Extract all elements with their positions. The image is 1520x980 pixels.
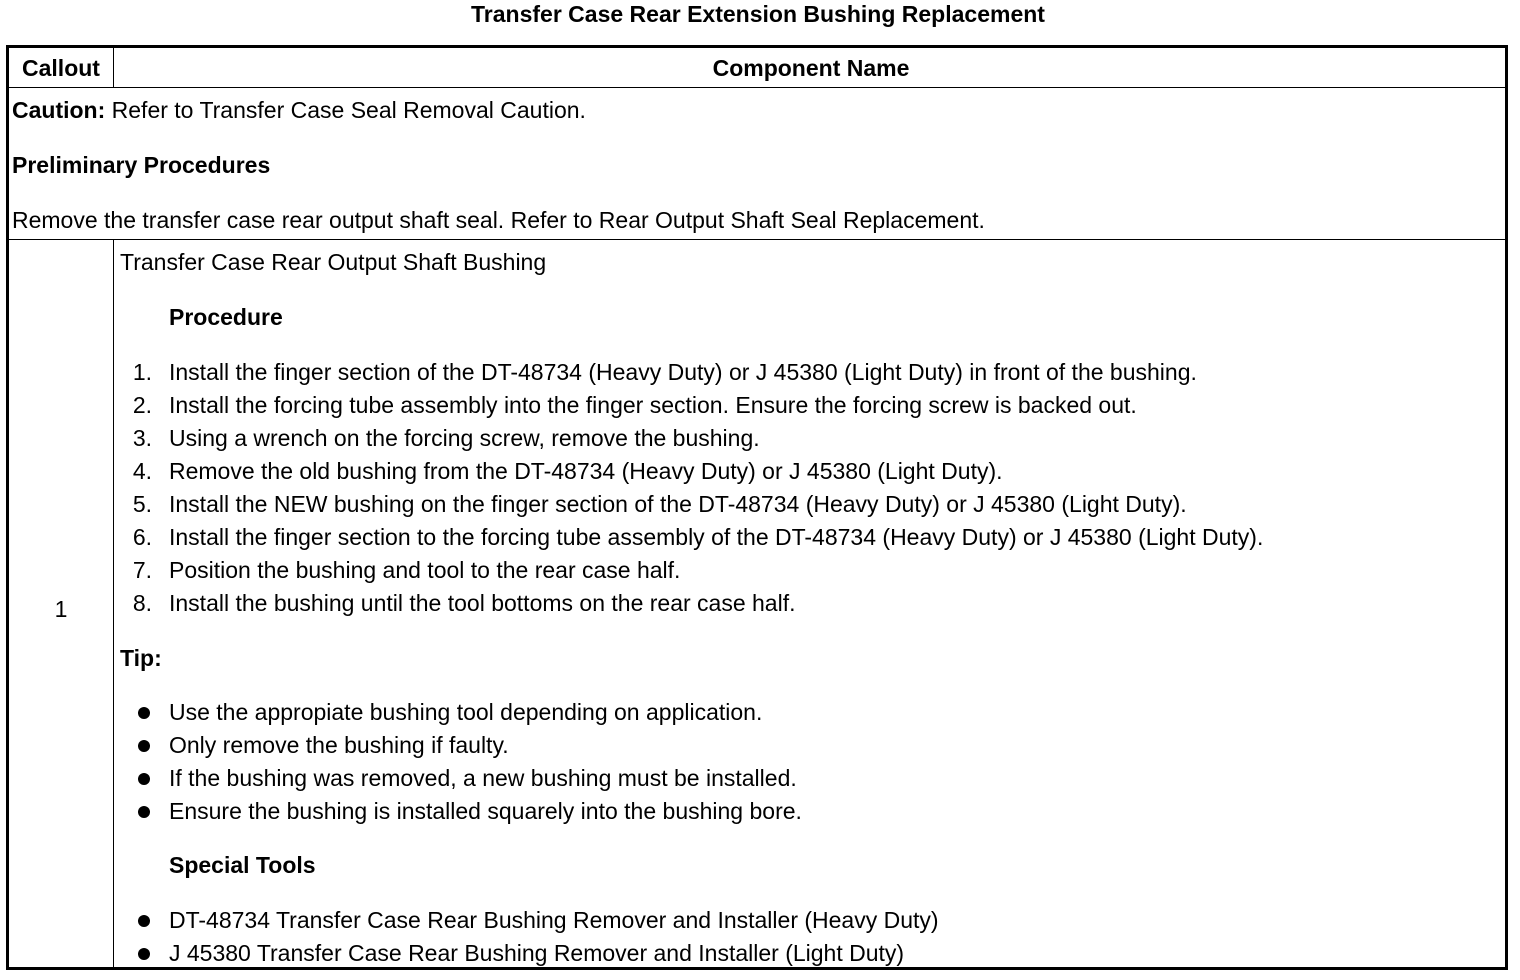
preliminary-heading: Preliminary Procedures — [12, 152, 271, 178]
step-number: 7. — [132, 557, 152, 583]
special-tool-item: J 45380 Transfer Case Rear Bushing Remover and Installer (Light Duty) — [169, 940, 905, 966]
step-text: Using a wrench on the forcing screw, remove the bushing. — [169, 425, 760, 451]
step-text: Install the forcing tube assembly into the finger section. Ensure the forcing screw is backed out. — [169, 392, 1137, 418]
row-column-divider — [113, 240, 114, 967]
page-title: Transfer Case Rear Extension Bushing Replacement — [471, 1, 1045, 27]
step-number: 1. — [132, 359, 152, 385]
bullet-icon — [138, 915, 150, 927]
tip-item: Ensure the bushing is installed squarely into the bushing bore. — [169, 798, 802, 824]
bullet-icon — [138, 740, 150, 752]
caution-label: Caution: — [12, 97, 106, 123]
tip-label: Tip: — [120, 645, 162, 671]
component-name-header: Component Name — [712, 55, 910, 81]
step-text: Install the NEW bushing on the finger section of the DT-48734 (Heavy Duty) or J 45380 (Light Duty). — [169, 491, 1187, 517]
procedure-table — [6, 45, 1508, 970]
caution-text: Refer to Transfer Case Seal Removal Caution. — [105, 97, 586, 123]
special-tool-item: DT-48734 Transfer Case Rear Bushing Remover and Installer (Heavy Duty) — [169, 907, 939, 933]
procedure-heading: Procedure — [169, 304, 283, 330]
bullet-icon — [138, 707, 150, 719]
caution-line — [12, 99, 586, 122]
special-tools-heading: Special Tools — [169, 852, 316, 878]
step-text: Install the finger section to the forcing tube assembly of the DT-48734 (Heavy Duty) or J 45380 (Light Duty). — [169, 524, 1264, 550]
step-number: 6. — [132, 524, 152, 550]
callout-header: Callout — [22, 55, 100, 81]
step-number: 2. — [132, 392, 152, 418]
tip-item: Only remove the bushing if faulty. — [169, 732, 509, 758]
step-number: 5. — [132, 491, 152, 517]
component-name: Transfer Case Rear Output Shaft Bushing — [120, 249, 547, 275]
tip-item: Use the appropiate bushing tool depending on application. — [169, 699, 763, 725]
step-text: Install the finger section of the DT-48734 (Heavy Duty) or J 45380 (Light Duty) in front of the bushing. — [169, 359, 1197, 385]
step-number: 3. — [132, 425, 152, 451]
callout-number: 1 — [54, 596, 68, 622]
header-divider — [9, 87, 1505, 88]
intro-divider — [9, 239, 1505, 240]
step-text: Remove the old bushing from the DT-48734 (Heavy Duty) or J 45380 (Light Duty). — [169, 458, 1003, 484]
step-text: Position the bushing and tool to the rear case half. — [169, 557, 681, 583]
step-text: Install the bushing until the tool bottoms on the rear case half. — [169, 590, 796, 616]
bullet-icon — [138, 948, 150, 960]
step-number: 8. — [132, 590, 152, 616]
step-number: 4. — [132, 458, 152, 484]
bullet-icon — [138, 806, 150, 818]
bullet-icon — [138, 773, 150, 785]
preliminary-text: Remove the transfer case rear output shaft seal. Refer to Rear Output Shaft Seal Replacement. — [12, 207, 985, 233]
tip-item: If the bushing was removed, a new bushing must be installed. — [169, 765, 797, 791]
